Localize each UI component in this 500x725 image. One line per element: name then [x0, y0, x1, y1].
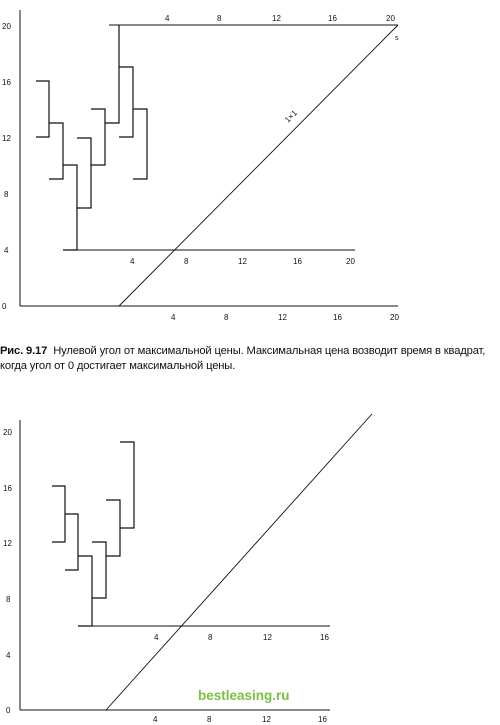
fig2-x-tick: 8 [207, 715, 212, 724]
fig1-price-bar [133, 109, 147, 179]
fig2-y-tick: 20 [3, 428, 12, 437]
fig1-angle-line [119, 25, 398, 306]
fig1-y-tick: 8 [4, 190, 9, 199]
fig1-top-level [109, 14, 398, 25]
fig1-y-tick: 4 [4, 246, 9, 255]
fig1-angle-end-mark: s [395, 35, 399, 42]
fig2-price-bar [52, 486, 65, 542]
fig1-middle-tick: 20 [346, 257, 355, 266]
fig1-middle-tick: 4 [130, 257, 135, 266]
fig1-price-bar [36, 81, 49, 137]
fig2-axes [20, 420, 330, 710]
fig2-middle-tick: 4 [154, 633, 159, 642]
fig1-y-tick: 0 [2, 302, 7, 311]
fig1-y-tick: 20 [2, 22, 11, 31]
fig1-y-tick-labels [2, 22, 11, 311]
fig1-middle-tick: 8 [184, 257, 189, 266]
fig1-x-tick: 4 [171, 313, 176, 322]
fig1-top-tick: 4 [165, 14, 170, 23]
fig1-price-bars [36, 25, 147, 250]
fig1-price-bar [119, 67, 133, 137]
fig2-price-bar [78, 556, 92, 626]
fig1-x-tick: 20 [390, 313, 399, 322]
fig2-y-tick-labels [3, 428, 12, 715]
fig2-y-tick: 12 [3, 539, 12, 548]
fig2-x-tick: 16 [318, 715, 327, 724]
fig1-x-bottom-tick-labels [171, 313, 399, 322]
fig1-y-tick: 16 [2, 78, 11, 87]
fig2-price-bar [120, 442, 134, 528]
fig1-price-bar [91, 109, 105, 165]
fig1-top-tick: 12 [272, 14, 281, 23]
caption-number: Рис. 9.17 [0, 345, 48, 357]
fig2-price-bars [52, 442, 134, 626]
fig1-middle-level [64, 250, 355, 266]
fig2-middle-tick: 12 [263, 633, 272, 642]
fig1-top-tick: 8 [217, 14, 222, 23]
fig1-price-bar [77, 138, 91, 208]
figure-caption [0, 344, 500, 374]
fig2-y-tick: 4 [6, 651, 11, 660]
fig1-x-tick: 12 [278, 313, 287, 322]
fig2-x-tick: 4 [153, 715, 158, 724]
fig1-angle-label: 1×1 [283, 108, 300, 125]
fig1-price-bar [105, 25, 119, 123]
fig2-angle-line [106, 414, 372, 710]
figure-1-chart [0, 0, 500, 330]
fig1-x-tick: 16 [333, 313, 342, 322]
figure-2-chart [0, 400, 500, 725]
fig2-y-tick: 16 [3, 484, 12, 493]
fig2-middle-level [78, 626, 330, 642]
fig2-price-bar [92, 542, 106, 598]
fig2-price-bar [106, 500, 120, 556]
fig1-price-bar [49, 123, 63, 179]
caption-text: Нулевой угол от максимальной цены. Максимальная цена возводит время в квадрат, когда угол от 0 достигает максимальной цены. [0, 345, 486, 372]
fig1-middle-tick: 12 [238, 257, 247, 266]
watermark: bestleasing.ru [198, 688, 290, 703]
fig1-y-tick: 12 [2, 134, 11, 143]
fig1-top-tick: 20 [386, 14, 395, 23]
fig1-middle-tick: 16 [293, 257, 302, 266]
fig2-y-tick: 0 [6, 706, 11, 715]
fig2-middle-tick: 8 [208, 633, 213, 642]
fig2-x-tick: 12 [262, 715, 271, 724]
fig1-axes [20, 10, 398, 306]
fig1-top-tick: 16 [328, 14, 337, 23]
fig2-x-bottom-tick-labels [153, 715, 327, 724]
fig2-middle-tick: 16 [320, 633, 329, 642]
fig1-x-tick: 8 [224, 313, 229, 322]
fig2-y-tick: 8 [6, 595, 11, 604]
fig2-price-bar [65, 514, 78, 570]
fig1-price-bar [63, 165, 77, 250]
